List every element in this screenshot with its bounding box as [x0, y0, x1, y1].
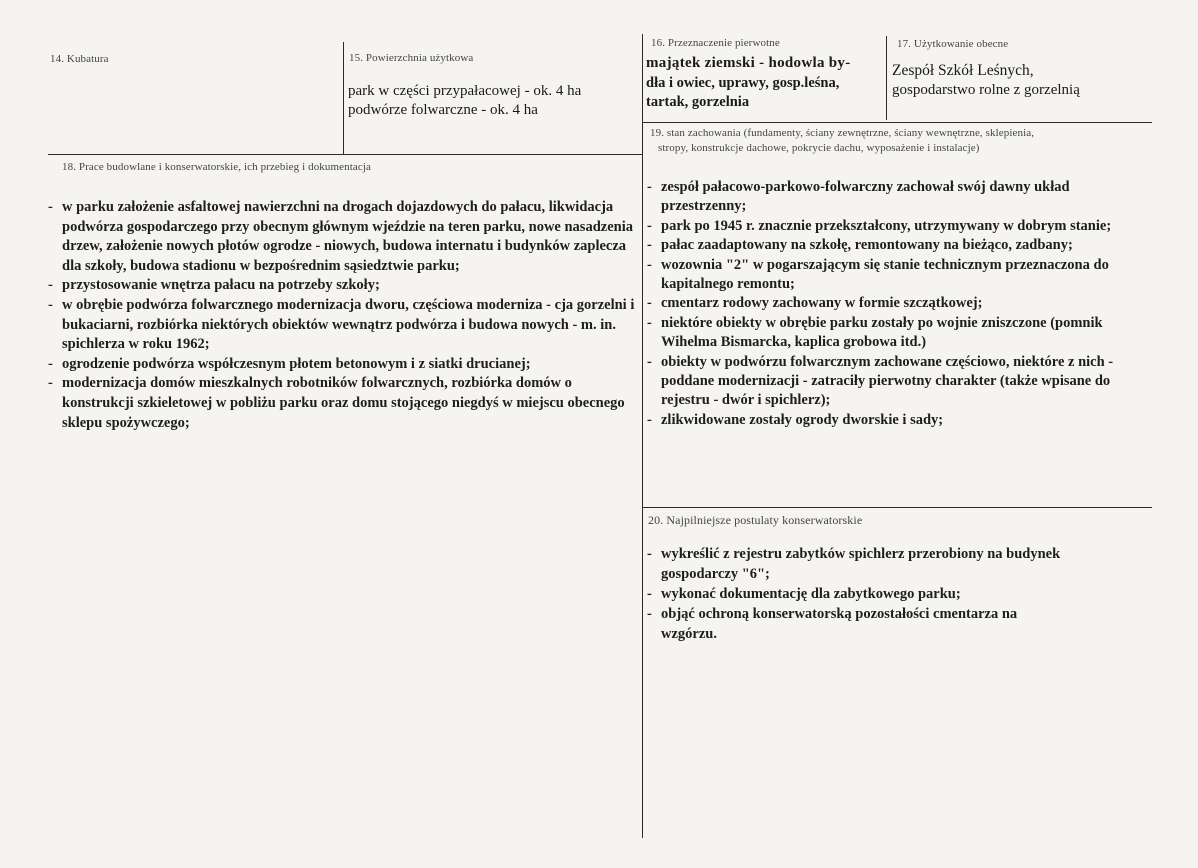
list-item: - zlikwidowane zostały ogrody dworskie i sady;: [647, 411, 944, 428]
field-20-list: [645, 544, 1065, 644]
field-17-label: 17. Użytkowanie obecne: [897, 38, 1009, 50]
field-15-label: 15. Powierzchnia użytkowa: [349, 52, 474, 64]
list-item: - objąć ochroną konserwatorską pozostałości cmentarza na wzgórzu.: [647, 606, 1018, 642]
divider-17-left: [886, 36, 887, 120]
field-18-list: [46, 198, 638, 433]
list-item: - obiekty w podwórzu folwarcznym zachowane częściowo, niektóre z nich - poddane modernizacji - zatraciły pierwotny charakter (także wpisane do rejestru - dwór i spichlerz);: [647, 353, 1114, 409]
list-item: - modernizacja domów mieszkalnych robotników folwarcznych, rozbiórka domów o konstrukcji szkieletowej w pobliżu parku oraz domu stojącego niegdyś w miejscu obecnego sklepu spożywczego;: [48, 375, 625, 431]
field-16-label: 16. Przeznaczenie pierwotne: [651, 37, 780, 49]
list-item: - park po 1945 r. znacznie przekształcony, utrzymywany w dobrym stanie;: [647, 217, 1112, 234]
list-item: - niektóre obiekty w obrębie parku zostały po wojnie zniszczone (pomnik Wihelma Bismarcka, kaplica grobowa itd.): [647, 314, 1103, 351]
divider-main: [642, 34, 643, 838]
field-17-line-2: gospodarstwo rolne z gorzelnią: [892, 82, 1080, 98]
list-item: - ogrodzenie podwórza współczesnym płotem betonowym i z siatki drucianej;: [48, 355, 531, 372]
field-16-line-2: dła i owiec, uprawy, gosp.leśna,: [646, 75, 840, 91]
field-14-label: 14. Kubatura: [50, 53, 109, 65]
divider-18-top: [48, 154, 642, 155]
list-item: - zespół pałacowo-parkowo-folwarczny zachował swój dawny układ przestrzenny;: [647, 179, 1070, 215]
field-18-label: 18. Prace budowlane i konserwatorskie, ich przebieg i dokumentacja: [62, 161, 371, 173]
field-17-line-1: Zespół Szkół Leśnych,: [892, 62, 1034, 79]
field-20-label: 20. Najpilniejsze postulaty konserwatorskie: [648, 513, 863, 527]
list-item: - w parku założenie asfaltowej nawierzchni na drogach dojazdowych do pałacu, likwidacja podwórza gospodarczego przy obecnym głównym wjeździe na teren parku, nowe nasadzenia drzew, założenie nowych płotów ogrodze - niowych, budowa internatu i budynków zaplecza dla szkoły, budowa stadionu w bezpośrednim sąsiedztwie parku;: [48, 199, 633, 274]
list-item: - w obrębie podwórza folwarcznego modernizacja dworu, częściowa moderniza - cja gorzelni i bukaciarni, rozbiórka niektórych obiektów wewnątrz podwórza i budowa nowych - m. in. spichlerza w roku 1962;: [48, 296, 635, 353]
list-item: - wykreślić z rejestru zabytków spichlerz przerobiony na budynek gospodarczy "6";: [647, 546, 1061, 582]
list-item: - cmentarz rodowy zachowany w formie szczątkowej;: [647, 295, 983, 312]
divider-top-right: [642, 122, 1152, 123]
field-19-label-line-2: stropy, konstrukcje dachowe, pokrycie dachu, wyposażenie i instalacje): [658, 142, 980, 154]
list-item: - wozownia "2" w pogarszającym się stanie technicznym przeznaczona do kapitalnego remontu;: [647, 256, 1109, 293]
field-19-label-line-1: 19. stan zachowania (fundamenty, ściany zewnętrzne, ściany wewnętrzne, sklepienia,: [650, 127, 1035, 139]
field-19-list: [645, 178, 1135, 430]
field-16-line-1: majątek ziemski - hodowla by-: [646, 55, 851, 71]
list-item: - wykonać dokumentację dla zabytkowego parku;: [647, 586, 961, 602]
divider-20-top: [642, 507, 1152, 508]
divider-15-left: [343, 42, 344, 154]
field-15-line-2: podwórze folwarczne - ok. 4 ha: [348, 102, 538, 118]
list-item: - pałac zaadaptowany na szkołę, remontowany na bieżąco, zadbany;: [647, 237, 1073, 254]
field-16-line-3: tartak, gorzelnia: [646, 94, 750, 110]
list-item: - przystosowanie wnętrza pałacu na potrzeby szkoły;: [48, 277, 380, 294]
field-15-line-1: park w części przypałacowej - ok. 4 ha: [348, 83, 582, 99]
